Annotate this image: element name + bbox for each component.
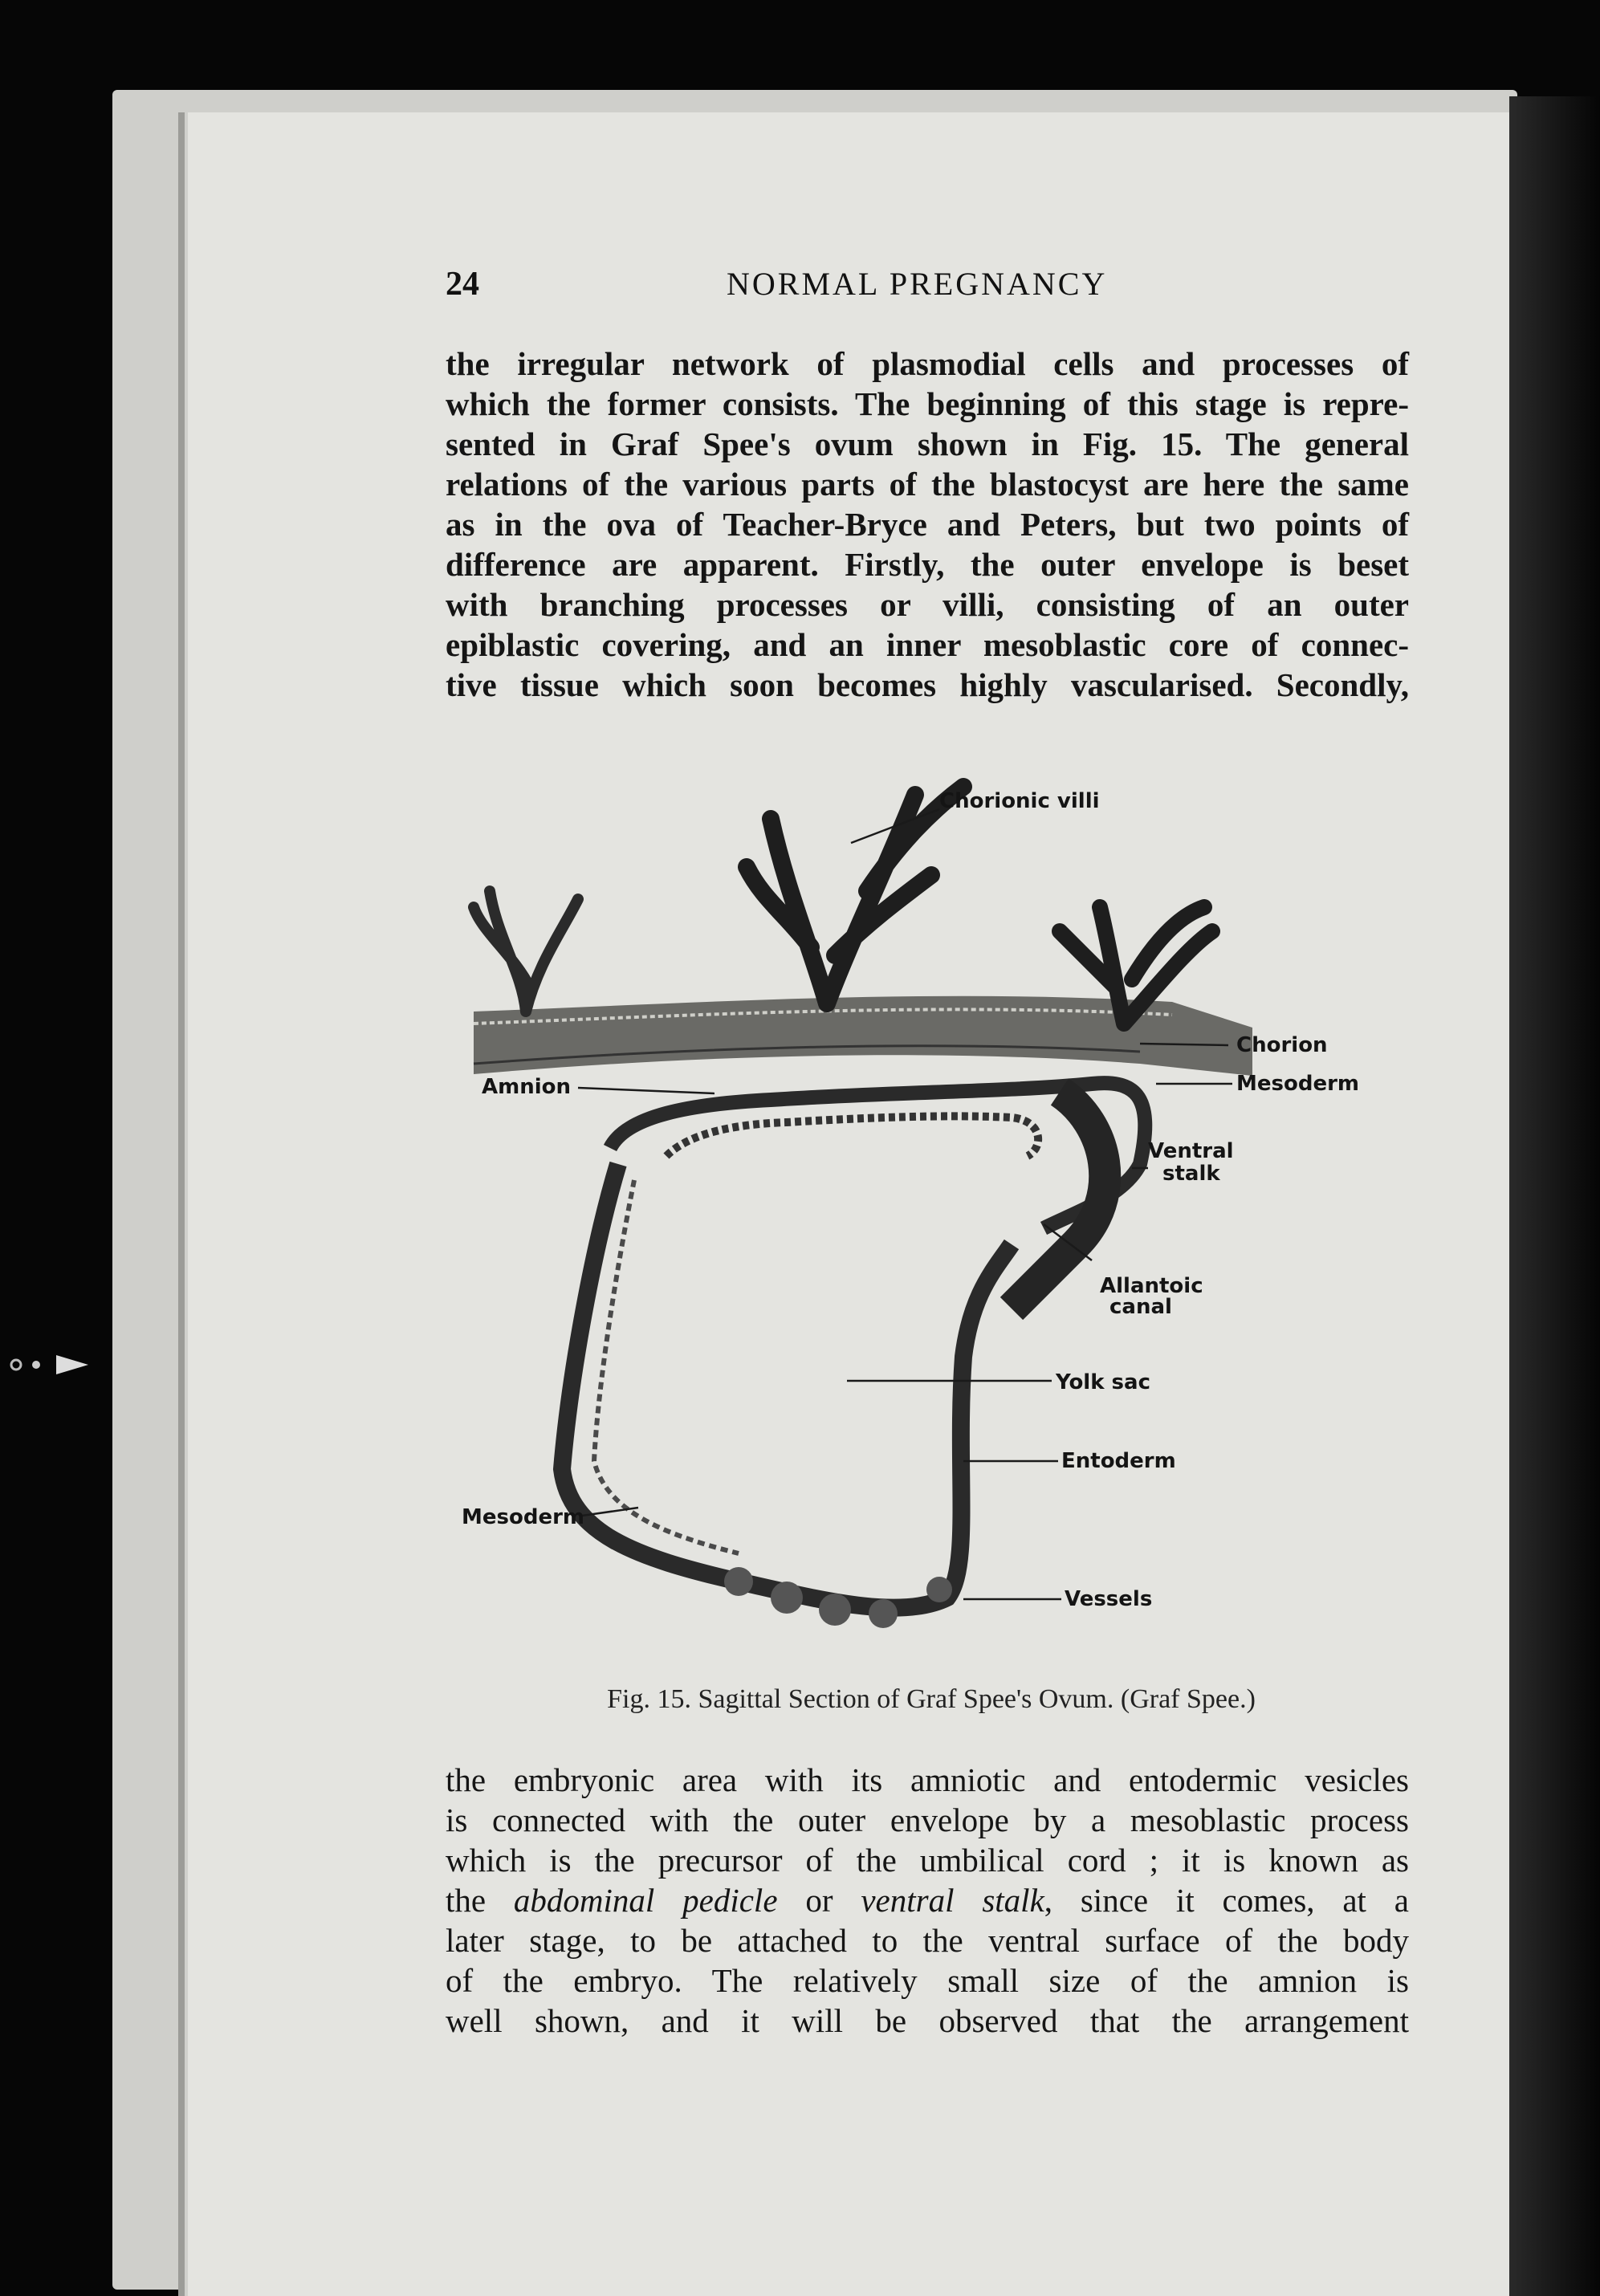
chorion-illustration <box>474 787 1252 1628</box>
label-yolk-sac: Yolk sac <box>1056 1370 1150 1394</box>
text-line: which is the precursor of the umbilical cord ; it is known as <box>446 1842 1409 1879</box>
binding-shadow <box>1509 96 1600 2296</box>
text-line: well shown, and it will be observed that the arrangement <box>446 2002 1409 2039</box>
binding-mark-icon <box>0 1349 120 1381</box>
label-canal: canal <box>1109 1295 1172 1319</box>
page-header <box>446 265 1409 313</box>
text-line: which the former consists. The beginning of this stage is repre- <box>446 385 1409 422</box>
text-fragment: the <box>446 1882 514 1919</box>
figure-caption: Fig. 15. Sagittal Section of Graf Spee's Ovum. (Graf Spee.) <box>607 1684 1256 1714</box>
text-line: as in the ova of Teacher-Bryce and Peters, but two points of <box>446 506 1409 543</box>
label-allantoic: Allantoic <box>1100 1274 1203 1298</box>
text-fragment: or <box>777 1882 861 1919</box>
figure-labels <box>462 789 1359 1611</box>
text-line-with-italics <box>446 1880 1409 1920</box>
leader-lines <box>578 809 1232 1599</box>
text-line: the irregular network of plasmodial cells and processes of <box>446 345 1409 382</box>
text-line: with branching processes or villi, consisting of an outer <box>446 586 1409 623</box>
running-head: NORMAL PREGNANCY <box>727 266 1108 302</box>
label-vessels: Vessels <box>1065 1587 1153 1611</box>
text-line: epiblastic covering, and an inner mesoblastic core of connec- <box>446 626 1409 663</box>
text-fragment: , since it comes, at a <box>1044 1882 1409 1919</box>
figure-sagittal-section <box>450 747 1429 1678</box>
paragraph-bottom <box>446 1760 1409 2041</box>
label-mesoderm-right: Mesoderm <box>1236 1072 1360 1096</box>
label-entoderm: Entoderm <box>1061 1449 1176 1473</box>
text-line: later stage, to be attached to the ventral surface of the body <box>446 1922 1409 1959</box>
text-line: of the embryo. The relatively small size of the amnion is <box>446 1962 1409 1999</box>
text-line: is connected with the outer envelope by a mesoblastic process <box>446 1801 1409 1838</box>
label-ventral: Ventral <box>1148 1139 1234 1163</box>
label-chorionic-villi: Chorionic villi <box>939 789 1100 813</box>
text-line: sented in Graf Spee's ovum shown in Fig. 15. The general <box>446 425 1409 462</box>
italic-term-abdominal-pedicle: abdominal pedicle <box>513 1882 778 1919</box>
text-line: difference are apparent. Firstly, the outer envelope is beset <box>446 546 1409 583</box>
text-line: tive tissue which soon becomes highly vascularised. Secondly, <box>446 666 1409 703</box>
italic-term-ventral-stalk: ventral stalk <box>861 1882 1044 1919</box>
paragraph-top <box>446 344 1409 705</box>
text-line: relations of the various parts of the blastocyst are here the same <box>446 466 1409 503</box>
page-number: 24 <box>446 266 479 303</box>
label-stalk: stalk <box>1162 1162 1220 1186</box>
label-amnion: Amnion <box>482 1075 572 1099</box>
label-chorion: Chorion <box>1236 1033 1328 1057</box>
label-mesoderm-left: Mesoderm <box>462 1505 585 1529</box>
text-line: the embryonic area with its amniotic and entodermic vesicles <box>446 1761 1409 1798</box>
